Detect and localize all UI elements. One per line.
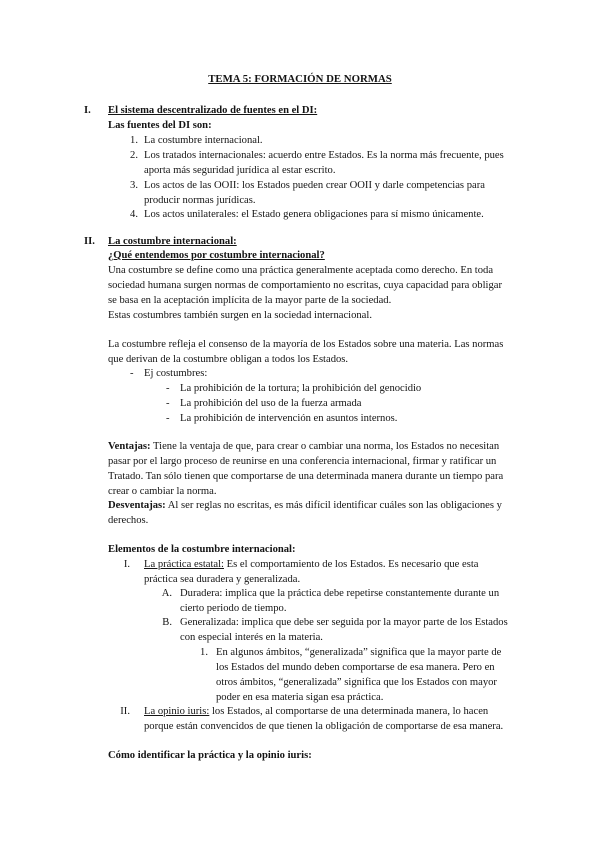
element-numeral: I. (123, 559, 130, 570)
section-2-heading: La costumbre internacional: (108, 236, 237, 247)
list-item: Los actos unilaterales: el Estado genera obligaciones para sí mismo únicamente. (144, 209, 484, 220)
dash-bullet: - (166, 398, 170, 409)
generalized-detail: En algunos ámbitos, “generalizada” significa que la mayor parte de los Estados del mundo deben comportarse de esa manera. Pero en otros ámbitos, “generalizada” significa que los Estados con mayor poder en esa materia sigan esa práctica. (216, 647, 502, 703)
list-item: Los tratados internacionales: acuerdo entre Estados. Es la norma más frecuente, pues aporta más seguridad jurídica al estar escrito. (144, 150, 504, 176)
consensus-paragraph: La costumbre refleja el consenso de la mayoría de los Estados sobre una materia. Las normas que derivan de la costumbre obligan a todos los Estados. (108, 339, 504, 365)
advantages-text: Tiene la ventaja de que, para crear o cambiar una norma, los Estados no necesitan pasar por el largo proceso de reunirse en una conferencia internacional, firmar y ratificar un Tratado. Tan sólo tienen que comportarse de una determinada manera durante un tiempo para crear o cambiar la norma. (108, 441, 504, 497)
generalized-subpoint: Generalizada: implica que debe ser seguida por la mayor parte de los Estados con especial interés en la materia. (180, 617, 508, 643)
advantages-label: Ventajas: (108, 441, 151, 452)
disadvantages-label: Desventajas: (108, 500, 166, 511)
list-item: La prohibición de la tortura; la prohibición del genocidio (180, 383, 422, 394)
disadvantages-text: Al ser reglas no escritas, es más difícil identificar cuáles son las obligaciones y derechos. (108, 500, 502, 526)
element-practice (144, 557, 508, 587)
section-2-numeral: II. (84, 236, 95, 247)
dash-bullet: - (130, 368, 134, 379)
identify-heading: Cómo identificar la práctica y la opinio iuris: (108, 750, 312, 761)
society-paragraph: Estas costumbres también surgen en la sociedad internacional. (108, 310, 372, 321)
section-1-heading: El sistema descentralizado de fuentes en el DI: (108, 105, 318, 116)
dash-bullet: - (166, 413, 170, 424)
list-number: 2. (130, 150, 138, 161)
list-item: La costumbre internacional. (144, 135, 263, 146)
subpoint-letter: B. (162, 617, 172, 628)
list-number: 1. (130, 135, 138, 146)
durable-subpoint: Duradera: implica que la práctica debe repetirse constantemente durante un cierto periodo de tiempo. (180, 588, 500, 614)
list-item: La prohibición de intervención en asuntos internos. (180, 413, 398, 424)
element-opinio-iuris (144, 704, 508, 734)
opinio-text: los Estados, al comportarse de una determinada manera, lo hacen porque están convencidos de que tienen la obligación de comportarse de esa manera. (144, 706, 504, 732)
question-heading: ¿Qué entendemos por costumbre internacional? (108, 250, 325, 261)
elements-heading: Elementos de la costumbre internacional: (108, 544, 296, 555)
subpoint-letter: A. (161, 588, 172, 599)
section-1-numeral: I. (84, 105, 91, 116)
dash-bullet: - (166, 383, 170, 394)
practice-text: Es el comportamiento de los Estados. Es necesario que esta práctica sea duradera y generalizada. (144, 559, 479, 585)
definition-paragraph: Una costumbre se define como una práctica generalmente aceptada como derecho. En toda sociedad humana surgen normas de comportamiento no escritas, cuya capacidad para obligar se basa en la aceptación implícita de la mayor parte de la sociedad. (108, 265, 502, 306)
list-number: 3. (130, 180, 138, 191)
disadvantages-paragraph (108, 498, 508, 528)
sources-subheading: Las fuentes del DI son: (108, 120, 212, 131)
list-item: La prohibición del uso de la fuerza armada (180, 398, 362, 409)
examples-label: Ej costumbres: (144, 368, 208, 379)
practice-label: La práctica estatal: (144, 559, 224, 570)
advantages-paragraph (108, 439, 508, 499)
page-title: TEMA 5: FORMACIÓN DE NORMAS (208, 73, 392, 85)
element-numeral: II. (120, 706, 130, 717)
list-number: 4. (130, 209, 138, 220)
list-item: Los actos de las OOII: los Estados pueden crear OOII y darle competencias para producir normas jurídicas. (144, 180, 485, 206)
opinio-label: La opinio iuris: (144, 706, 210, 717)
subpoint-number: 1. (200, 647, 208, 658)
